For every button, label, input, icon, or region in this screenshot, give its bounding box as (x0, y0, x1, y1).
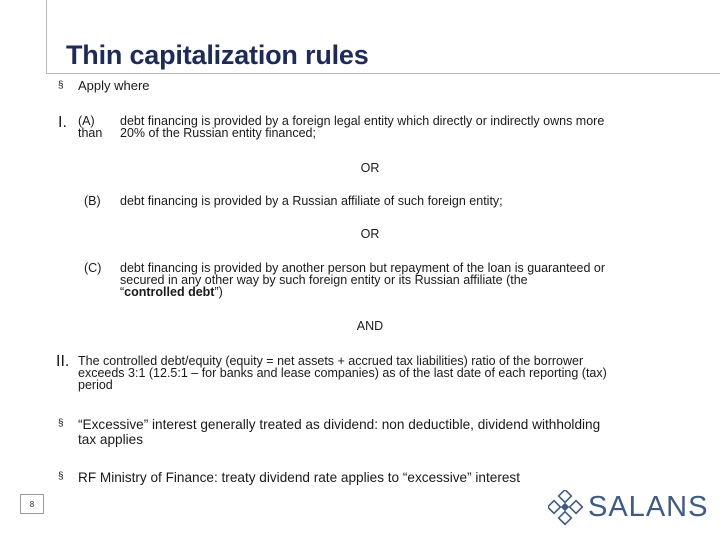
bullet-icon: § (58, 80, 64, 91)
item-c-close-quote: ”) (214, 285, 223, 299)
bullet-icon: § (58, 418, 64, 429)
treaty-rate-text: RF Ministry of Finance: treaty dividend rate applies to “excessive” interest (78, 470, 520, 485)
item-c-text-line2: secured in any other way by such foreign entity or its Russian affiliate (the (120, 273, 528, 287)
item-a-text-line2: 20% of the Russian entity financed; (120, 126, 316, 140)
and-connector: AND (356, 319, 384, 333)
section-ii-text-line2: exceeds 3:1 (12.5:1 – for banks and lease companies) as of the last date of each reporting (tax) (78, 366, 607, 380)
section-ii-text-line1: The controlled debt/equity (equity = net assets + accrued tax liabilities) ratio of the borrower (78, 354, 584, 368)
excessive-interest-line2: tax applies (78, 432, 143, 447)
excessive-interest-line1: “Excessive” interest generally treated as dividend: non deductible, dividend withholding (78, 417, 601, 432)
title-horizontal-rule (46, 73, 720, 74)
item-c-text-line3 (120, 287, 223, 298)
salans-logo-icon (548, 490, 584, 526)
page-title: Thin capitalization rules (66, 40, 369, 70)
section-ii-text-line3: period (78, 378, 113, 392)
bullet-icon: § (58, 471, 64, 482)
or-connector-2: OR (360, 227, 380, 241)
section-numeral-ii: II. (56, 353, 70, 370)
item-a-label: (A) (78, 114, 95, 128)
title-vertical-rule (46, 0, 47, 74)
item-a-text-line1: debt financing is provided by a foreign legal entity which directly or indirectly owns more (120, 114, 605, 128)
item-a-label-than: than (78, 126, 103, 140)
or-connector-1: OR (360, 161, 380, 175)
salans-logo-text: SALANS (588, 491, 709, 523)
item-b-text: debt financing is provided by a Russian affiliate of such foreign entity; (120, 194, 503, 208)
item-b-label: (B) (84, 194, 101, 208)
item-c-text-line1: debt financing is provided by another person but repayment of the loan is guaranteed or (120, 261, 606, 275)
item-c-open-quote: “ (120, 285, 125, 299)
page-number: 8 (20, 494, 44, 514)
section-numeral-i: I. (58, 114, 67, 131)
controlled-debt-term: controlled debt (124, 285, 215, 299)
apply-where-text: Apply where (78, 78, 150, 93)
item-c-label: (C) (84, 261, 102, 275)
